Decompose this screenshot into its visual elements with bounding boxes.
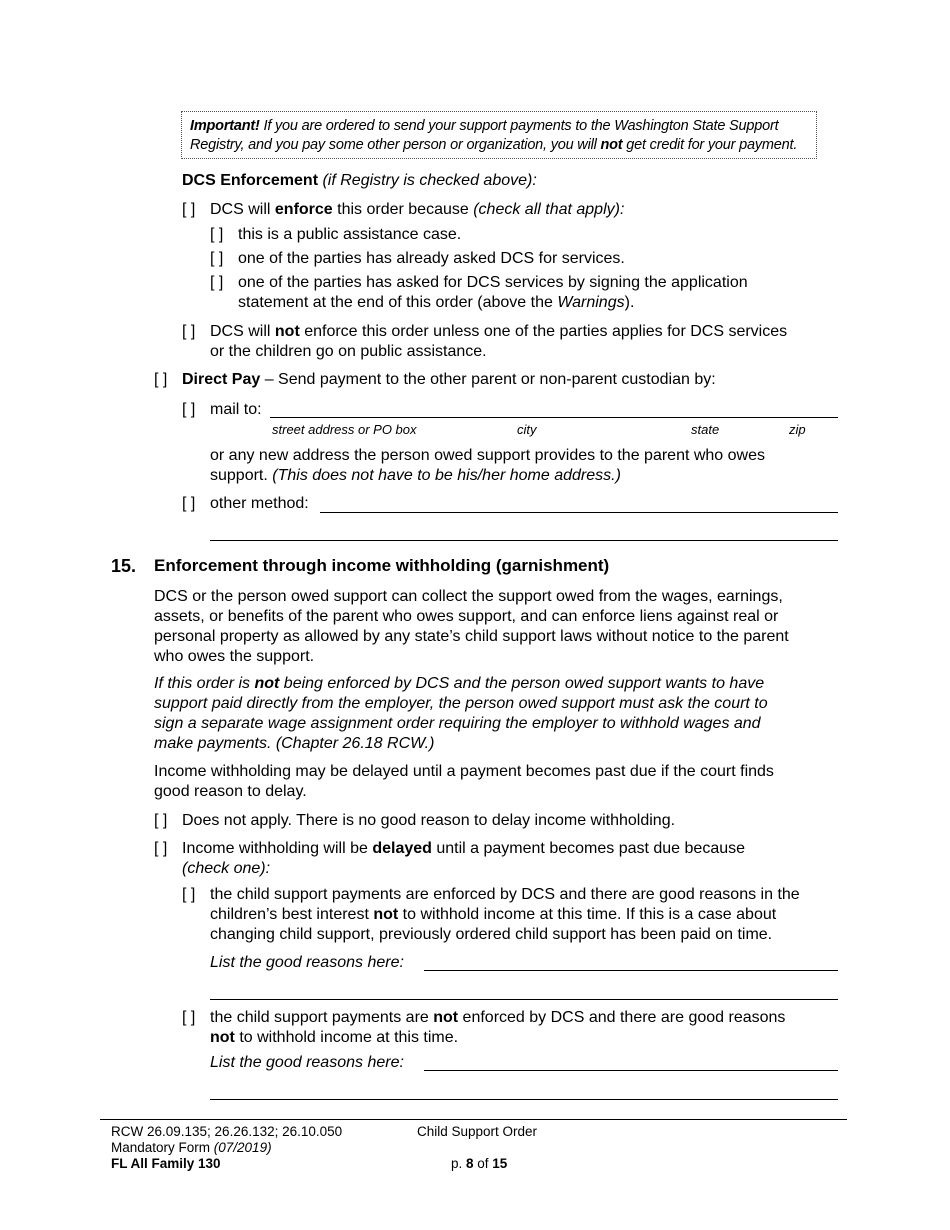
- mail-address-line[interactable]: [270, 417, 838, 418]
- other-method-line-2[interactable]: [210, 540, 838, 541]
- dcs-will-enforce-option[interactable]: [ ] DCS will enforce this order because (check all that apply):: [182, 201, 625, 218]
- public-assistance-option[interactable]: [ ] this is a public assistance case.: [210, 226, 462, 243]
- footer-divider: [100, 1119, 847, 1120]
- delayed-check-one: (check one):: [182, 860, 271, 877]
- section-15-title: Enforcement through income withholding (garnishment): [154, 556, 610, 575]
- street-label: street address or PO box: [272, 422, 417, 437]
- checkbox[interactable]: [ ]: [182, 401, 196, 418]
- other-method-line[interactable]: [320, 512, 838, 513]
- checkbox[interactable]: [ ]: [210, 226, 224, 243]
- footer-page: p. 8 of 15: [451, 1156, 508, 1171]
- enforced-by-dcs-option[interactable]: [ ] the child support payments are enforced by DCS and there are good reasons in the: [182, 886, 800, 903]
- does-not-apply-option[interactable]: [ ] Does not apply. There is no good reason to delay income withholding.: [154, 812, 676, 829]
- not-enforced-by-dcs-cont: not to withhold income at this time.: [210, 1029, 459, 1046]
- checkbox[interactable]: [ ]: [154, 840, 168, 857]
- section-15-para2: If this order is not being enforced by DCS and the person owed support wants to have support paid directly from the employer, the person owed support must ask the court to sign a separate wage assignment order requiring the employer to withhold wages and make payments. (Chapter 26.18 RCW.): [154, 675, 768, 752]
- mail-to-option[interactable]: [ ] mail to:: [182, 401, 262, 418]
- section-15-para3: Income withholding may be delayed until a payment becomes past due if the court finds good reason to delay.: [154, 763, 774, 800]
- state-label: state: [691, 422, 720, 437]
- delayed-option[interactable]: [ ] Income withholding will be delayed until a payment becomes past due because: [154, 840, 746, 857]
- checkbox[interactable]: [ ]: [182, 201, 196, 218]
- important-lead: Important!: [190, 118, 260, 134]
- signed-application-option[interactable]: [ ] one of the parties has asked for DCS services by signing the application: [210, 274, 748, 291]
- checkbox[interactable]: [ ]: [154, 371, 168, 388]
- important-text: If you are ordered to send your support payments to the Washington State Support Registry, and you pay some other person or organization, you will: [190, 118, 779, 153]
- reasons-line-2[interactable]: [424, 1070, 838, 1071]
- dcs-will-not-enforce-option[interactable]: [ ] DCS will not enforce this order unless one of the parties applies for DCS services: [182, 323, 788, 340]
- already-asked-option[interactable]: [ ] one of the parties has already asked DCS for services.: [210, 250, 625, 267]
- reasons-line-1[interactable]: [424, 970, 838, 971]
- new-address-text-cont: support. (This does not have to be his/her home address.): [210, 467, 621, 484]
- list-reasons-label-1: List the good reasons here:: [210, 954, 404, 971]
- checkbox[interactable]: [ ]: [182, 886, 196, 903]
- important-text-end: get credit for your payment.: [622, 137, 798, 153]
- footer-title: Child Support Order: [417, 1124, 538, 1139]
- not-enforced-by-dcs-option[interactable]: [ ] the child support payments are not enforced by DCS and there are good reasons: [182, 1009, 786, 1026]
- important-not: not: [600, 137, 623, 153]
- dcs-enforcement-heading: DCS Enforcement (if Registry is checked above):: [182, 172, 537, 189]
- enforced-by-dcs-cont: children’s best interest not to withhold income at this time. If this is a case about changing child support, previously ordered child support has been paid on time.: [210, 906, 777, 943]
- checkbox[interactable]: [ ]: [182, 495, 196, 512]
- reasons-line-1b[interactable]: [210, 999, 838, 1000]
- checkbox[interactable]: [ ]: [182, 323, 196, 340]
- checkbox[interactable]: [ ]: [210, 250, 224, 267]
- section-number: 15.: [111, 556, 137, 576]
- section-15-heading: [111, 556, 136, 578]
- checkbox[interactable]: [ ]: [182, 1009, 196, 1026]
- checkbox[interactable]: [ ]: [210, 274, 224, 291]
- footer-mandatory: Mandatory Form (07/2019): [111, 1140, 272, 1155]
- list-reasons-label-2: List the good reasons here:: [210, 1054, 404, 1071]
- footer-left: [111, 1124, 342, 1172]
- new-address-text: or any new address the person owed support provides to the parent who owes: [210, 447, 765, 464]
- section-15-para1: DCS or the person owed support can collect the support owed from the wages, earnings, assets, or benefits of the parent who owes support, and can enforce liens against real or personal property as allowed by any state’s child support laws without notice to the parent who owes the support.: [154, 588, 789, 665]
- signed-application-cont: statement at the end of this order (above the Warnings).: [238, 294, 635, 311]
- other-method-option[interactable]: [ ] other method:: [182, 495, 309, 512]
- reasons-line-2b[interactable]: [210, 1099, 838, 1100]
- city-label: city: [517, 422, 537, 437]
- important-notice: [181, 111, 817, 159]
- zip-label: zip: [789, 422, 806, 437]
- footer-form-id: FL All Family 130: [111, 1156, 221, 1171]
- dcs-will-not-enforce-cont: or the children go on public assistance.: [210, 343, 487, 360]
- footer-rcw: RCW 26.09.135; 26.26.132; 26.10.050: [111, 1124, 343, 1139]
- direct-pay-option[interactable]: [ ] Direct Pay – Send payment to the other parent or non-parent custodian by:: [154, 371, 716, 388]
- checkbox[interactable]: [ ]: [154, 812, 168, 829]
